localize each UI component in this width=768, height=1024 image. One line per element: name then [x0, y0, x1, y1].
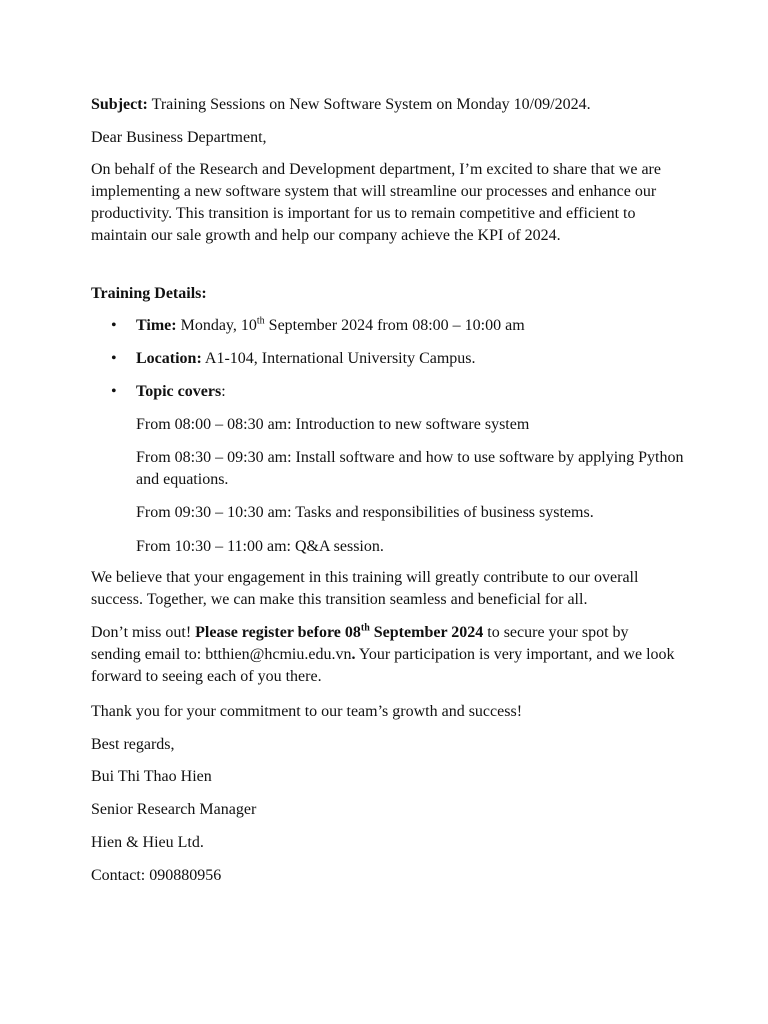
closing-line: Best regards, — [91, 736, 175, 753]
topic-item: From 09:30 – 10:30 am: Tasks and responsibilities of business systems. — [136, 504, 594, 521]
bullet-icon: • — [111, 317, 117, 334]
subject-label: Subject: — [91, 96, 148, 113]
topics-label: Topic covers — [136, 383, 222, 400]
training-time — [136, 315, 681, 337]
topic-item: From 08:30 – 09:30 am: Install software and how to use software by applying Python and equations. — [136, 449, 684, 488]
time-post: September 2024 from 08:00 – 10:00 am — [264, 317, 525, 334]
register-deadline-pre: Please register before 08 — [195, 624, 361, 641]
training-heading: Training Details: — [91, 285, 207, 302]
greeting: Dear Business Department, — [91, 129, 267, 146]
bullet-icon: • — [111, 383, 117, 400]
time-sup: th — [256, 315, 265, 327]
training-location — [136, 348, 681, 370]
register-dot: . — [351, 646, 356, 663]
register-paragraph — [91, 622, 681, 688]
location-text: A1-104, International University Campus. — [201, 350, 476, 367]
intro-paragraph: On behalf of the Research and Development department, I’m excited to share that we are implementing a new software system that will streamline our processes and enhance our productivity. This transition is important for us to remain competitive and efficient to maintain our sale growth and help our company achieve the KPI of 2024. — [91, 161, 661, 244]
subject-text: Training Sessions on New Software System on Monday 10/09/2024. — [147, 96, 591, 113]
engagement-paragraph: We believe that your engagement in this training will greatly contribute to our overall success. Together, we can make this transition seamless and beneficial for all. — [91, 569, 639, 608]
register-mid: to secure your spot by sending email to: btthien@hcmiu.edu.vn — [91, 624, 629, 663]
location-label: Location: — [136, 350, 202, 367]
signature-contact: Contact: 090880956 — [91, 867, 222, 884]
register-deadline-sup: th — [360, 622, 370, 634]
bullet-icon: • — [111, 350, 117, 367]
register-deadline-post: September 2024 — [369, 624, 484, 641]
signature-company: Hien & Hieu Ltd. — [91, 834, 204, 851]
signature-title: Senior Research Manager — [91, 801, 257, 818]
time-pre: Monday, 10 — [176, 317, 257, 334]
signature-name: Bui Thi Thao Hien — [91, 768, 212, 785]
register-deadline — [195, 624, 483, 641]
topic-item: From 08:00 – 08:30 am: Introduction to new software system — [136, 416, 530, 433]
register-pre: Don’t miss out! — [91, 624, 196, 641]
register-post: Your participation is very important, and we look forward to seeing each of you there. — [91, 646, 675, 685]
subject-line — [91, 94, 681, 116]
thanks-line: Thank you for your commitment to our team’s growth and success! — [91, 703, 523, 720]
topic-item: From 10:30 – 11:00 am: Q&A session. — [136, 538, 384, 555]
time-label: Time: — [136, 317, 177, 334]
topics-colon: : — [221, 383, 226, 400]
training-topics-label — [136, 381, 681, 403]
